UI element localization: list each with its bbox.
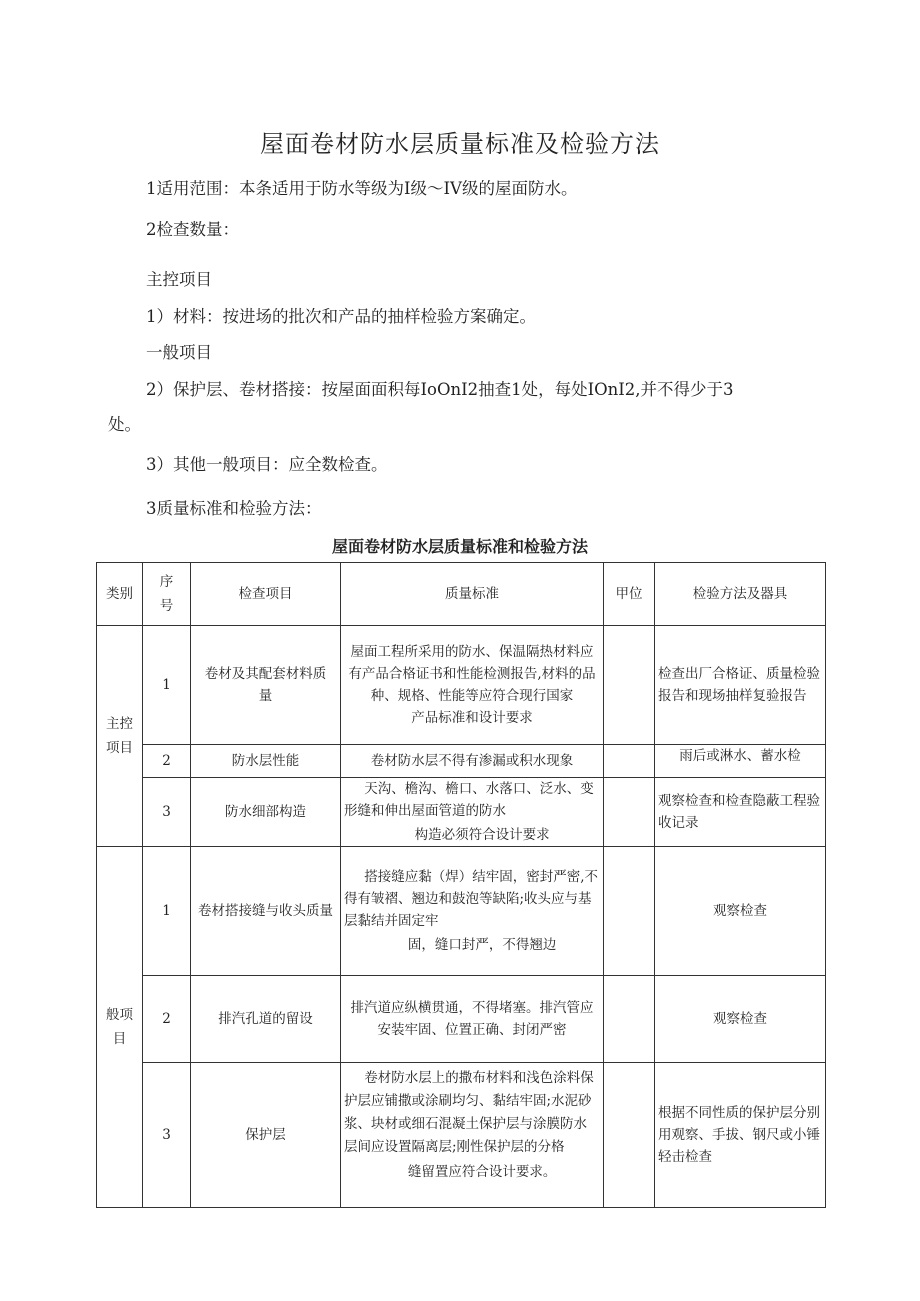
item-cell: 防水层性能 — [191, 745, 341, 778]
main-items-heading: 主控项目 — [146, 270, 212, 289]
unit-cell — [604, 626, 655, 745]
table-row — [97, 745, 826, 778]
item-cell: 防水细部构造 — [191, 778, 341, 847]
method-cell: 观察检查 — [655, 847, 826, 976]
method-cell: 根据不同性质的保护层分别用观察、手拔、钢尺或小锤轻击检查 — [655, 1063, 826, 1208]
item-cell: 保护层 — [191, 1063, 341, 1208]
header-method: 检验方法及器具 — [655, 563, 826, 626]
method-cell: 检查出厂合格证、质量检验报告和现场抽样复验报告 — [655, 626, 826, 745]
table-caption: 屋面卷材防水层质量标准和检验方法 — [331, 537, 588, 556]
seq-cell: 1 — [143, 626, 191, 745]
item-cell: 排汽孔道的留设 — [191, 976, 341, 1063]
unit-cell — [604, 745, 655, 778]
header-category: 类别 — [97, 563, 143, 626]
unit-cell — [604, 847, 655, 976]
table-row — [97, 626, 826, 745]
standard-cell: 卷材防水层不得有渗漏或积水现象 — [341, 745, 604, 778]
method-cell: 观察检查和检查隐蔽工程验收记录 — [655, 778, 826, 847]
seq-cell: 2 — [143, 976, 191, 1063]
table-row — [97, 1063, 826, 1208]
category-general: 般项目 — [97, 847, 143, 1208]
standard-cell: 天沟、檐沟、檐口、水落口、泛水、变形缝和伸出屋面管道的防水 构造必须符合设计要求 — [341, 778, 604, 847]
seq-cell: 3 — [143, 778, 191, 847]
material-paragraph: 1）材料：按进场的批次和产品的抽样检验方案确定。 — [146, 307, 536, 326]
quality-standards-table — [96, 562, 826, 1208]
header-standard: 质量标准 — [341, 563, 604, 626]
item-cell: 卷材搭接缝与收头质量 — [191, 847, 341, 976]
protection-paragraph-line2: 处。 — [108, 415, 141, 434]
table-header-row — [97, 563, 826, 626]
page-title: 屋面卷材防水层质量标准及检验方法 — [260, 130, 660, 158]
unit-cell — [604, 1063, 655, 1208]
table-row — [97, 778, 826, 847]
item-cell: 卷材及其配套材料质量 — [191, 626, 341, 745]
seq-cell: 3 — [143, 1063, 191, 1208]
category-main: 主控项目 — [97, 626, 143, 847]
seq-cell: 2 — [143, 745, 191, 778]
standard-cell: 排汽道应纵横贯通，不得堵塞。排汽管应安装牢固、位置正确、封闭严密 — [341, 976, 604, 1063]
table-row — [97, 976, 826, 1063]
standards-heading: 3质量标准和检验方法： — [146, 499, 322, 518]
method-cell: 观察检查 — [655, 976, 826, 1063]
header-seq: 序号 — [143, 563, 191, 626]
other-items-paragraph: 3）其他一般项目：应全数检查。 — [146, 455, 388, 474]
protection-paragraph-line1: 2）保护层、卷材搭接：按屋面面积每IoOnI2抽查1处，每处IOnI2,并不得少于3 — [146, 380, 734, 399]
unit-cell — [604, 778, 655, 847]
header-unit: 甲位 — [604, 563, 655, 626]
method-cell: 雨后或淋水、蓄水检 — [655, 745, 826, 778]
standard-cell: 卷材防水层上的撒布材料和浅色涂料保护层应铺撒或涂刷均匀、黏结牢固;水泥砂浆、块材或细石混凝土保护层与涂膜防水层间应设置隔离层;刚性保护层的分格 缝留置应符合设计要求。 — [341, 1063, 604, 1208]
unit-cell — [604, 976, 655, 1063]
inspection-quantity-heading: 2检查数量： — [146, 220, 239, 239]
table-row — [97, 847, 826, 976]
general-items-heading: 一般项目 — [146, 343, 212, 362]
standard-cell: 屋面工程所采用的防水、保温隔热材料应有产品合格证书和性能检测报告,材料的品种、规格、性能等应符合现行国家 产品标准和设计要求 — [341, 626, 604, 745]
standard-cell: 搭接缝应黏（焊）结牢固，密封严密,不得有皱褶、翘边和鼓泡等缺陷;收头应与基层黏结并固定牢 固，缝口封严，不得翘边 — [341, 847, 604, 976]
scope-paragraph: 1适用范围：本条适用于防水等级为I级～IV级的屋面防水。 — [146, 179, 578, 198]
header-item: 检查项目 — [191, 563, 341, 626]
seq-cell: 1 — [143, 847, 191, 976]
